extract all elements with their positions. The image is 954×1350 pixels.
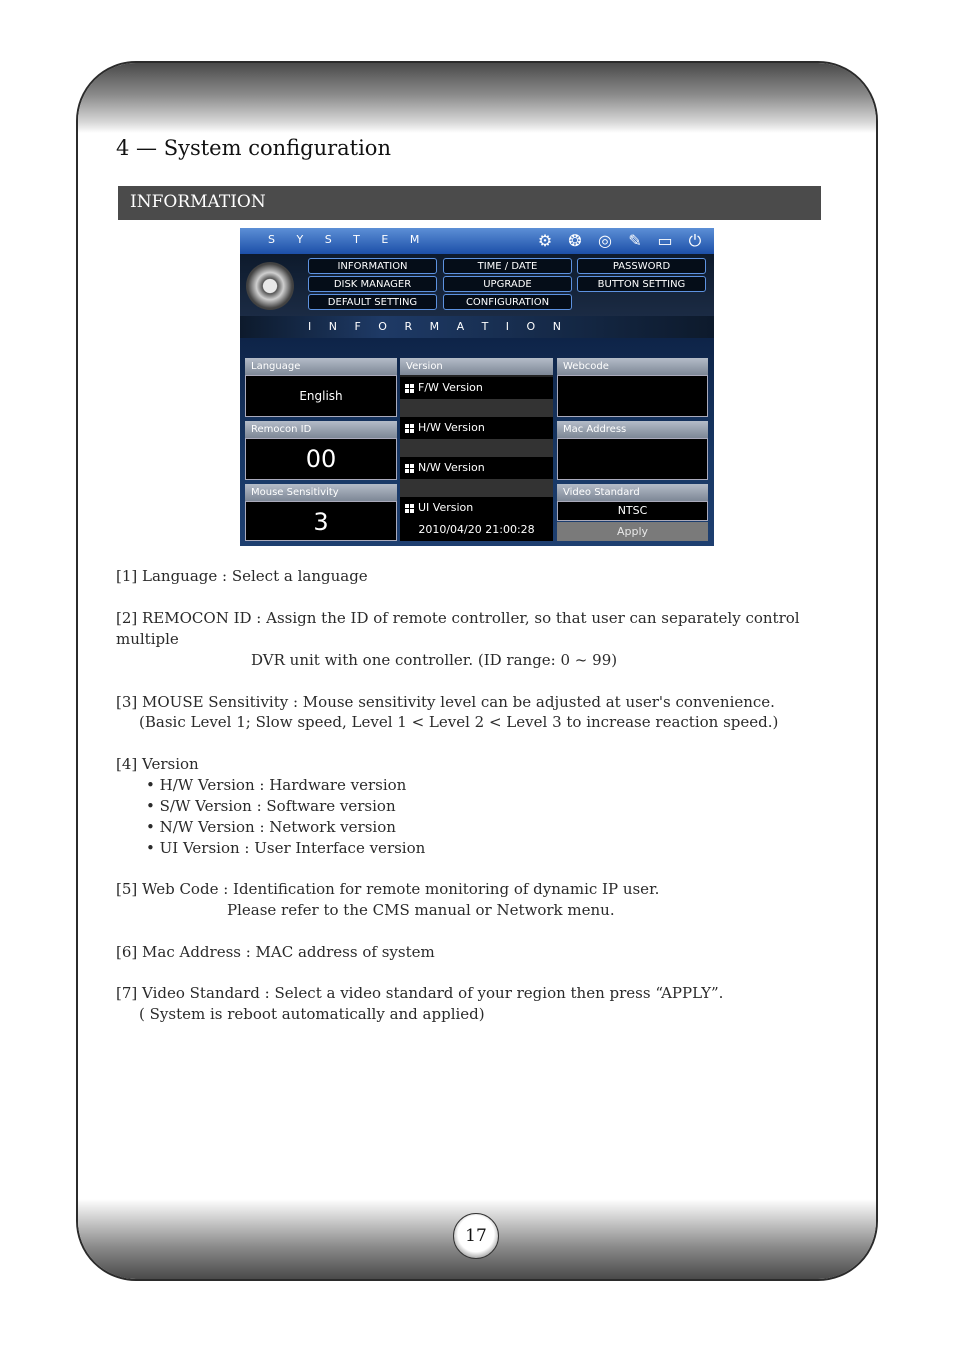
menu-configuration-button[interactable]: CONFIGURATION — [443, 294, 572, 310]
menu-default-setting-button[interactable]: DEFAULT SETTING — [308, 294, 437, 310]
datetime-value: 2010/04/20 21:00:28 — [400, 519, 553, 541]
section-title: INFORMATION — [118, 186, 821, 220]
webcode-label: Webcode — [557, 358, 708, 375]
dvr-title: S Y S T E M — [268, 233, 429, 246]
item-remocon-line3: DVR unit with one controller. (ID range: 0 ~ 99) — [251, 651, 618, 669]
item-remocon-line1: [2] REMOCON ID : Assign the ID of remote controller, so that user can separately control — [116, 609, 800, 627]
version-hw: • H/W Version : Hardware version — [146, 776, 407, 794]
hw-version-value — [400, 439, 553, 457]
video-standard-select[interactable]: NTSC — [557, 501, 708, 521]
monitor-icon[interactable]: ▭ — [657, 231, 673, 250]
grid-icon — [405, 424, 414, 433]
webcode-value — [557, 375, 708, 417]
remocon-id-label: Remocon ID — [245, 421, 397, 438]
item-webcode-line2: Please refer to the CMS manual or Network menu. — [227, 901, 615, 919]
grid-icon — [405, 504, 414, 513]
item-mac-address: [6] Mac Address : MAC address of system — [116, 943, 435, 961]
hw-version-label: H/W Version — [418, 421, 485, 434]
menu-information-button[interactable]: INFORMATION — [308, 258, 437, 274]
nw-version-value — [400, 479, 553, 497]
item-mouse-line2: (Basic Level 1; Slow speed, Level 1 < Level 2 < Level 3 to increase reaction speed.) — [139, 713, 779, 731]
hw-version-row — [400, 417, 553, 439]
menu-button-setting-button[interactable]: BUTTON SETTING — [577, 276, 706, 292]
version-list — [400, 375, 553, 541]
version-nw: • N/W Version : Network version — [146, 818, 396, 836]
item-video-line1: [7] Video Standard : Select a video standard of your region then press “APPLY”. — [116, 984, 724, 1002]
mac-address-value — [557, 438, 708, 480]
power-icon[interactable]: ⏻ — [688, 231, 702, 250]
version-sw: • S/W Version : Software version — [146, 797, 396, 815]
item-remocon-line2: multiple — [116, 630, 179, 648]
fw-version-label: F/W Version — [418, 381, 483, 394]
ui-version-row — [400, 497, 553, 519]
menu-disk-manager-button[interactable]: DISK MANAGER — [308, 276, 437, 292]
grid-icon — [405, 384, 414, 393]
version-label: Version — [400, 358, 553, 375]
fw-version-row — [400, 377, 553, 399]
mouse-sensitivity-label: Mouse Sensitivity — [245, 484, 397, 501]
system-gear-icon — [246, 262, 294, 310]
fw-version-value — [400, 399, 553, 417]
version-ui: • UI Version : User Interface version — [146, 839, 426, 857]
language-value[interactable]: English — [245, 375, 397, 417]
item-webcode-line1: [5] Web Code : Identification for remote monitoring of dynamic IP user. — [116, 880, 660, 898]
page-title: 4 — System configuration — [116, 136, 391, 160]
dvr-screenshot — [240, 228, 714, 546]
item-video-line2: ( System is reboot automatically and applied) — [139, 1005, 485, 1023]
ui-version-label: UI Version — [418, 501, 474, 514]
menu-password-button[interactable]: PASSWORD — [577, 258, 706, 274]
dvr-subtitle: I N F O R M A T I O N — [308, 320, 568, 333]
item-version: [4] Version — [116, 755, 199, 773]
dvr-toolbar — [534, 231, 706, 251]
page-number: 17 — [453, 1213, 499, 1259]
item-mouse-line1: [3] MOUSE Sensitivity : Mouse sensitivity level can be adjusted at user's convenience. — [116, 693, 775, 711]
grid-icon — [405, 464, 414, 473]
gear-icon[interactable]: ⚙ — [537, 231, 553, 250]
mac-address-label: Mac Address — [557, 421, 708, 438]
mouse-sensitivity-value[interactable]: 3 — [245, 501, 397, 541]
language-label: Language — [245, 358, 397, 375]
menu-time-date-button[interactable]: TIME / DATE — [443, 258, 572, 274]
header-band — [78, 63, 876, 133]
apply-button[interactable]: Apply — [557, 522, 708, 541]
nw-version-row — [400, 457, 553, 479]
pen-icon[interactable]: ✎ — [628, 231, 642, 250]
item-language: [1] Language : Select a language — [116, 567, 368, 585]
globe-icon[interactable]: ◎ — [598, 231, 612, 250]
nw-version-label: N/W Version — [418, 461, 485, 474]
video-standard-label: Video Standard — [557, 484, 708, 501]
film-reel-icon[interactable]: ❂ — [568, 231, 582, 250]
remocon-id-value[interactable]: 00 — [245, 438, 397, 480]
menu-upgrade-button[interactable]: UPGRADE — [443, 276, 572, 292]
